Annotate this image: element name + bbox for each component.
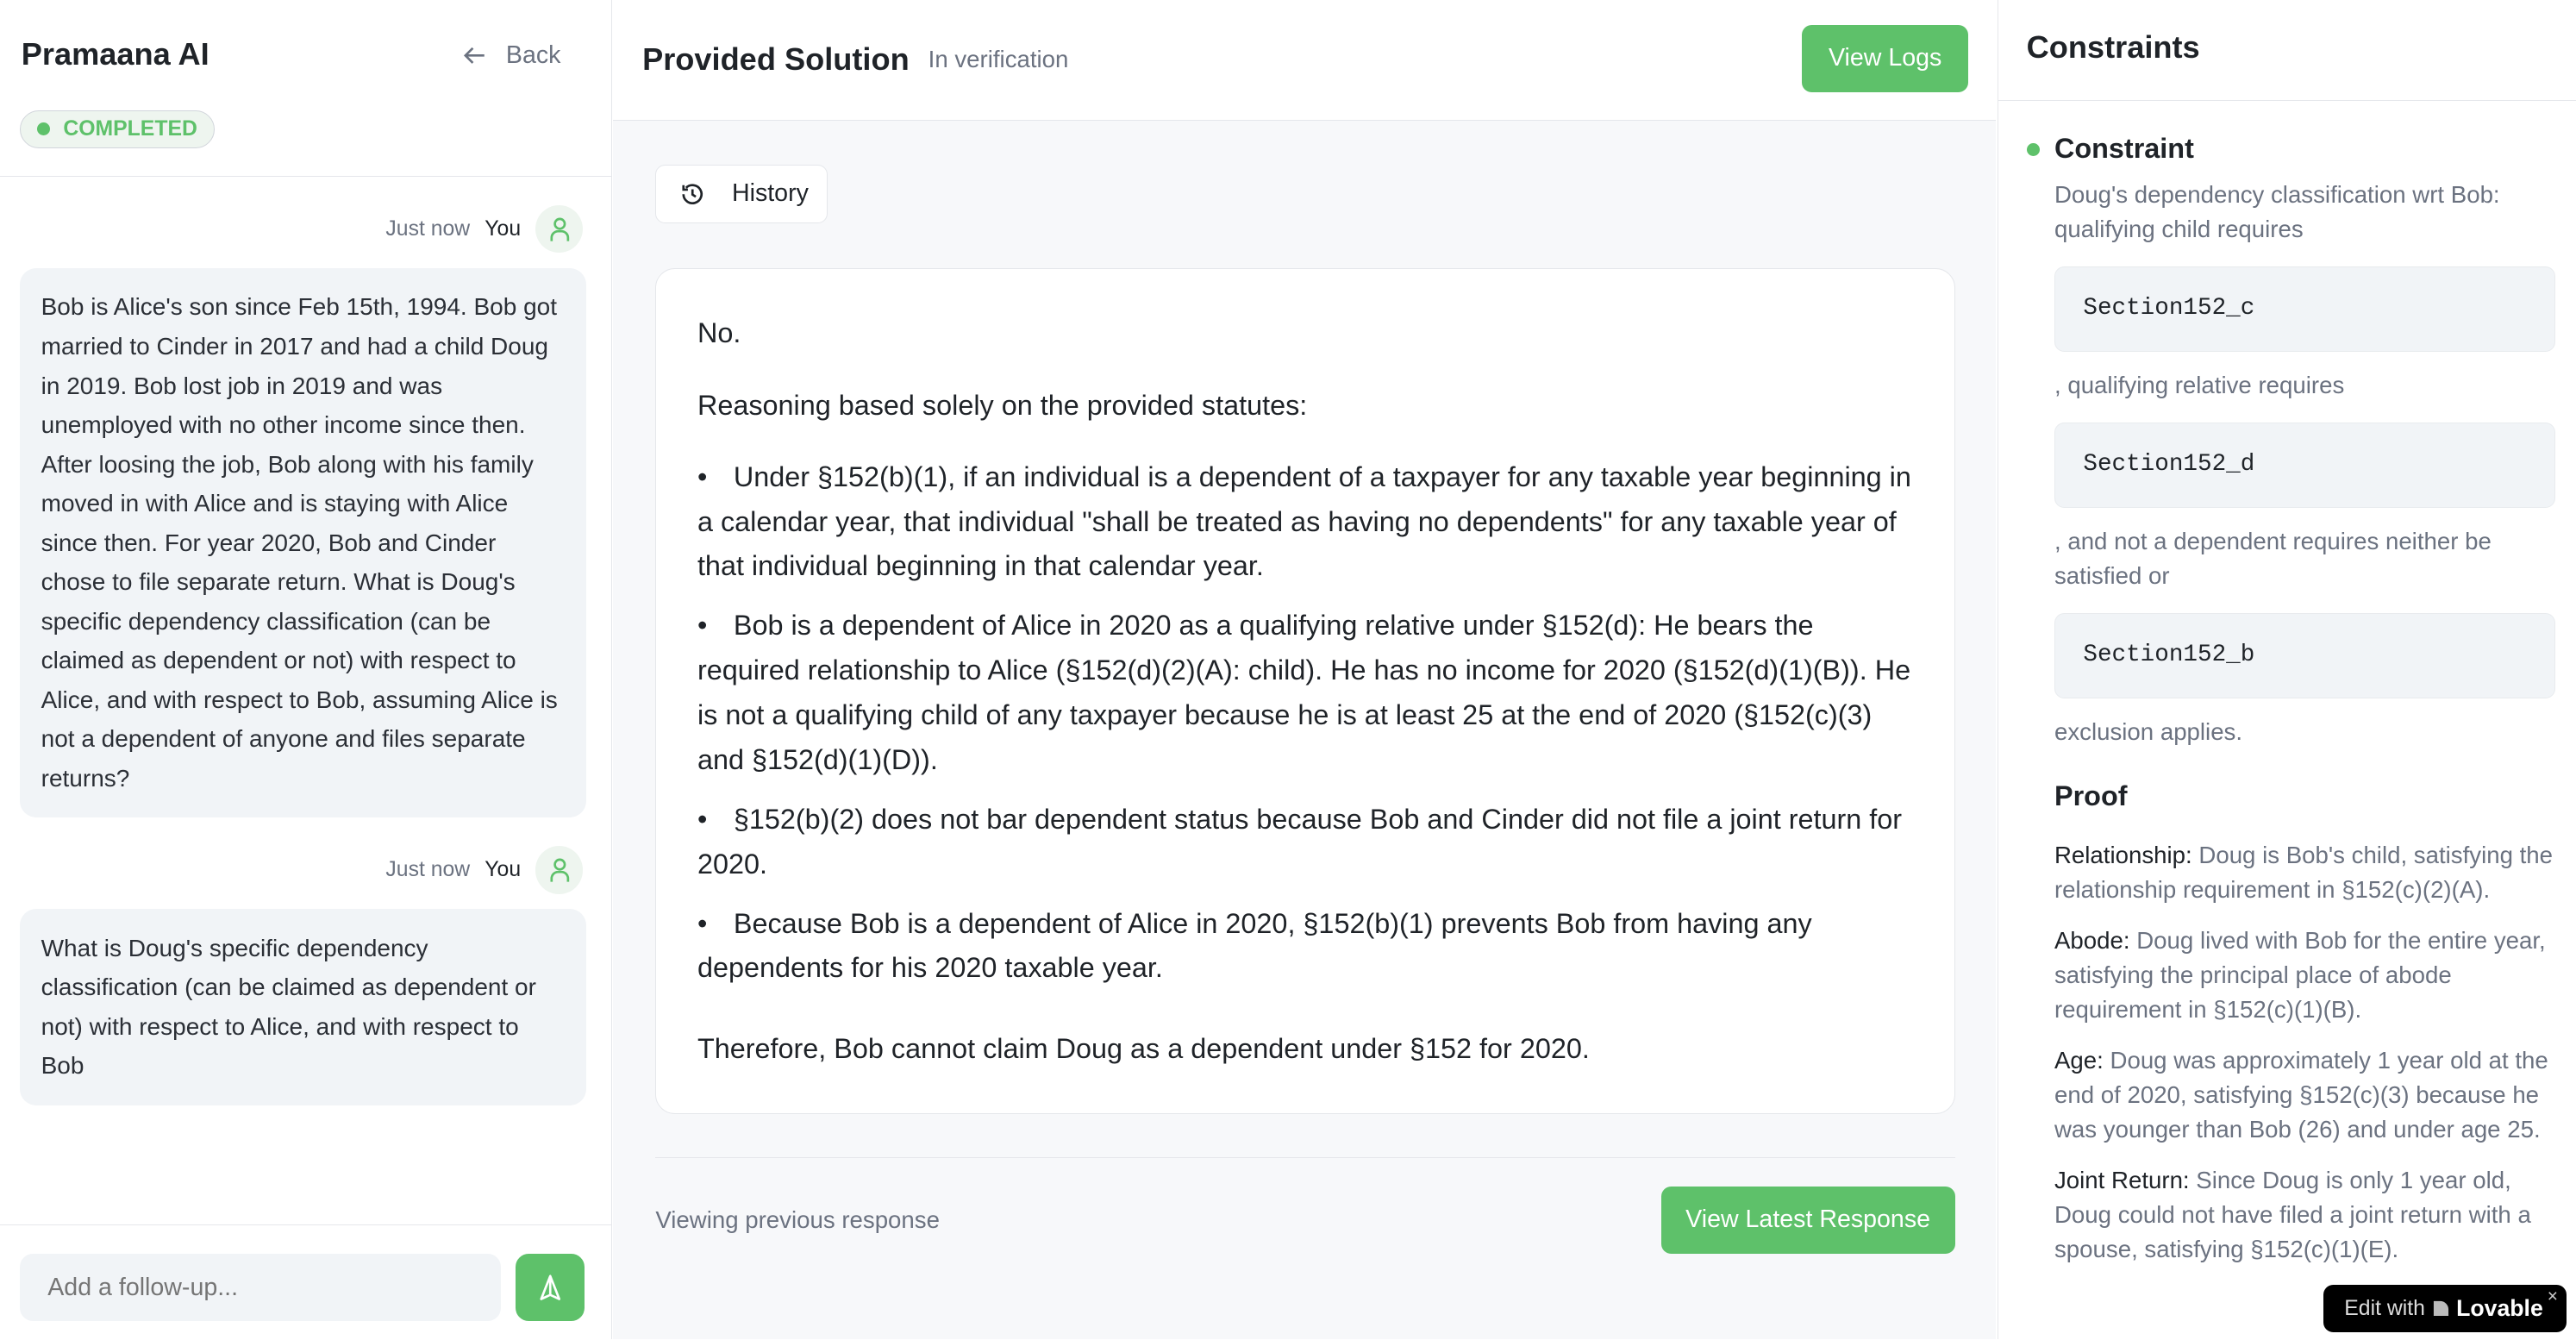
user-icon: [548, 857, 572, 883]
reasoning-item: • Because Bob is a dependent of Alice in 2020, §152(b)(1) prevents Bob from having any dependents for his 2020 taxable year.: [697, 902, 1913, 992]
solution-card: [655, 268, 1954, 1114]
status-label: COMPLETED: [63, 116, 197, 141]
proof-item: [2054, 1163, 2555, 1267]
message-time: Just now: [385, 216, 471, 241]
reasoning-item: • Bob is a dependent of Alice in 2020 as a qualifying relative under §152(d): He bears the required relationship to Alice (§152(d)(2)(A): child). He has no income for 2020 (§152(d)(1)(B)). He is not a qualifying child of any taxpayer because he is at least 25 at the end of 2020 (§152(c)(3) and §152(d)(1)(D)).: [697, 604, 1913, 782]
constraint-text: exclusion applies.: [2054, 717, 2243, 745]
status-dot-icon: [37, 122, 50, 135]
app-title: Pramaana AI: [21, 35, 209, 72]
status-dot-icon: [2027, 143, 2040, 156]
proof-text: Doug lived with Bob for the entire year, satisfying the principal place of abode requirement in §152(c)(1)(B).: [2054, 926, 2546, 1023]
proof-text: Since Doug is only 1 year old, Doug could not have filed a joint return with a spouse, satisfying §152(c)(1)(E).: [2054, 1166, 2531, 1263]
divider: [1998, 100, 2576, 101]
constraint-heading-label: Constraint: [2054, 133, 2194, 165]
proof-label: Joint Return:: [2054, 1166, 2190, 1193]
view-latest-response-button[interactable]: View Latest Response: [1661, 1187, 1955, 1254]
code-block: Section152_b: [2054, 613, 2555, 698]
send-icon: [537, 1273, 563, 1302]
back-button[interactable]: [463, 41, 560, 70]
page-title: Provided Solution: [642, 41, 910, 77]
reasoning-list: [697, 455, 1913, 992]
conclusion: Therefore, Bob cannot claim Doug as a dependent under §152 for 2020.: [697, 1033, 1590, 1065]
proof-item: [2054, 924, 2555, 1027]
history-button[interactable]: [655, 165, 828, 224]
back-label: Back: [505, 41, 561, 69]
arrow-left-icon: [463, 44, 486, 67]
user-icon: [548, 216, 572, 242]
status-badge: [20, 110, 215, 148]
proof-item: [2054, 1043, 2555, 1147]
constraint-text: Doug's dependency classification wrt Bob: qualifying child requires: [2054, 180, 2500, 242]
chat-sidebar: [0, 0, 612, 1339]
constraints-panel: [1998, 0, 2576, 1339]
message-author: You: [485, 858, 522, 881]
message-meta: [385, 846, 583, 893]
reasoning-intro: Reasoning based solely on the provided statutes:: [697, 390, 1308, 422]
proof-text: Doug is Bob's child, satisfying the relationship requirement in §152(c)(2)(A).: [2054, 841, 2554, 903]
history-icon: [679, 181, 705, 207]
edit-with-label: Edit with: [2344, 1296, 2425, 1320]
divider: [655, 1157, 1954, 1158]
reasoning-item: • §152(b)(2) does not bar dependent status because Bob and Cinder did not file a joint return for 2020.: [697, 798, 1913, 887]
constraint-text: , qualifying relative requires: [2054, 371, 2345, 398]
send-button[interactable]: [516, 1254, 585, 1321]
code-block: Section152_d: [2054, 423, 2555, 508]
user-message: What is Doug's specific dependency classification (can be claimed as dependent or not) with respect to Alice, and with respect to Bob: [20, 909, 586, 1105]
verification-status: In verification: [928, 46, 1069, 73]
proof-text: Doug was approximately 1 year old at the end of 2020, satisfying §152(c)(3) because he was younger than Bob (26) and under age 25.: [2054, 1046, 2548, 1143]
divider: [0, 176, 611, 177]
lovable-logo-text: Lovable: [2456, 1295, 2543, 1322]
constraint-heading: [2054, 131, 2555, 167]
message-author: You: [485, 216, 522, 241]
proof-label: Abode:: [2054, 926, 2130, 954]
edit-with-lovable-badge[interactable]: [2323, 1285, 2567, 1332]
divider: [0, 1224, 611, 1225]
proof-heading: Proof: [2054, 780, 2128, 812]
code-block: Section152_c: [2054, 266, 2555, 352]
history-label: History: [731, 179, 809, 208]
proof-label: Relationship:: [2054, 841, 2192, 868]
proof-item: [2054, 838, 2555, 907]
avatar: [535, 846, 583, 893]
close-icon[interactable]: ×: [2547, 1287, 2559, 1307]
constraints-title: Constraints: [2026, 29, 2200, 66]
proof-label: Age:: [2054, 1046, 2104, 1074]
message-meta: [385, 205, 583, 253]
answer: No.: [697, 317, 741, 349]
view-logs-button[interactable]: View Logs: [1802, 25, 1967, 92]
lovable-heart-icon: [2432, 1299, 2450, 1318]
solution-header: [613, 0, 1997, 121]
user-message: Bob is Alice's son since Feb 15th, 1994. Bob got married to Cinder in 2017 and had a child Doug in 2019. Bob lost job in 2019 and was unemployed with no other income since then. After loosing the job, Bob along with his family moved in with Alice and is staying with Alice since then. For year 2020, Bob and Cinder chose to file separate return. What is Doug's specific dependency classification (can be claimed as dependent or not) with respect to Alice, and with respect to Bob, assuming Alice is not a dependent of anyone and files separate returns?: [20, 268, 586, 818]
reasoning-item: • Under §152(b)(1), if an individual is a dependent of a taxpayer for any taxable year beginning in a calendar year, that individual "shall be treated as having no dependents" for any taxable year of that individual beginning in that calendar year.: [697, 455, 1913, 589]
viewing-notice: Viewing previous response: [655, 1205, 940, 1233]
constraint-body: [2054, 131, 2555, 1283]
constraint-text: , and not a dependent requires neither be satisfied or: [2054, 527, 2492, 589]
solution-panel: [613, 0, 1997, 1339]
follow-up-input[interactable]: [20, 1254, 501, 1321]
message-time: Just now: [385, 858, 471, 881]
avatar: [535, 205, 583, 253]
